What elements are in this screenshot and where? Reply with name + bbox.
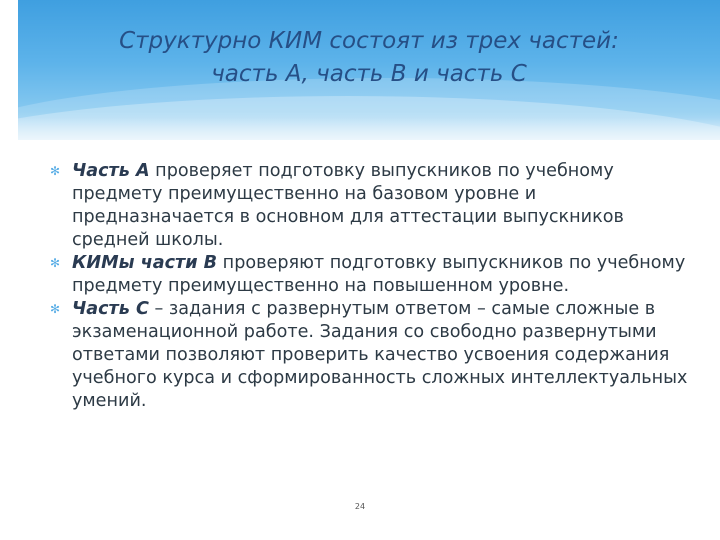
snowflake-bullet-icon: ✻	[50, 302, 61, 316]
list-item	[50, 160, 690, 252]
slide-title-line-1: Структурно КИМ состоят из трех частей:	[119, 28, 619, 54]
item-text: проверяют подготовку выпускников по учебному предмету преимущественно на повышенном уровне.	[72, 253, 686, 296]
item-text: проверяет подготовку выпускников по учебному предмету преимущественно на базовом уровне и предназначается в основном для аттестации выпускников средней школы.	[72, 161, 624, 250]
list-item	[50, 298, 690, 413]
bullet-list	[50, 160, 690, 413]
slide-title-line-2: часть А, часть В и часть С	[211, 61, 527, 87]
list-item	[50, 252, 690, 298]
item-lead: Часть С	[72, 299, 149, 319]
snowflake-bullet-icon: ✻	[50, 164, 61, 178]
snowflake-bullet-icon: ✻	[50, 256, 61, 270]
slide-title	[18, 25, 720, 91]
item-lead: КИМы части В	[72, 253, 218, 273]
item-lead: Часть А	[72, 161, 150, 181]
item-text: – задания с развернутым ответом – самые сложные в экзаменационной работе. Задания со свободно развернутыми ответами позволяют проверить качество усвоения содержания учебного курса и сформированность сложных интеллектуальных умений.	[72, 299, 688, 411]
header-fade	[18, 118, 720, 140]
page-number: 24	[354, 502, 366, 511]
